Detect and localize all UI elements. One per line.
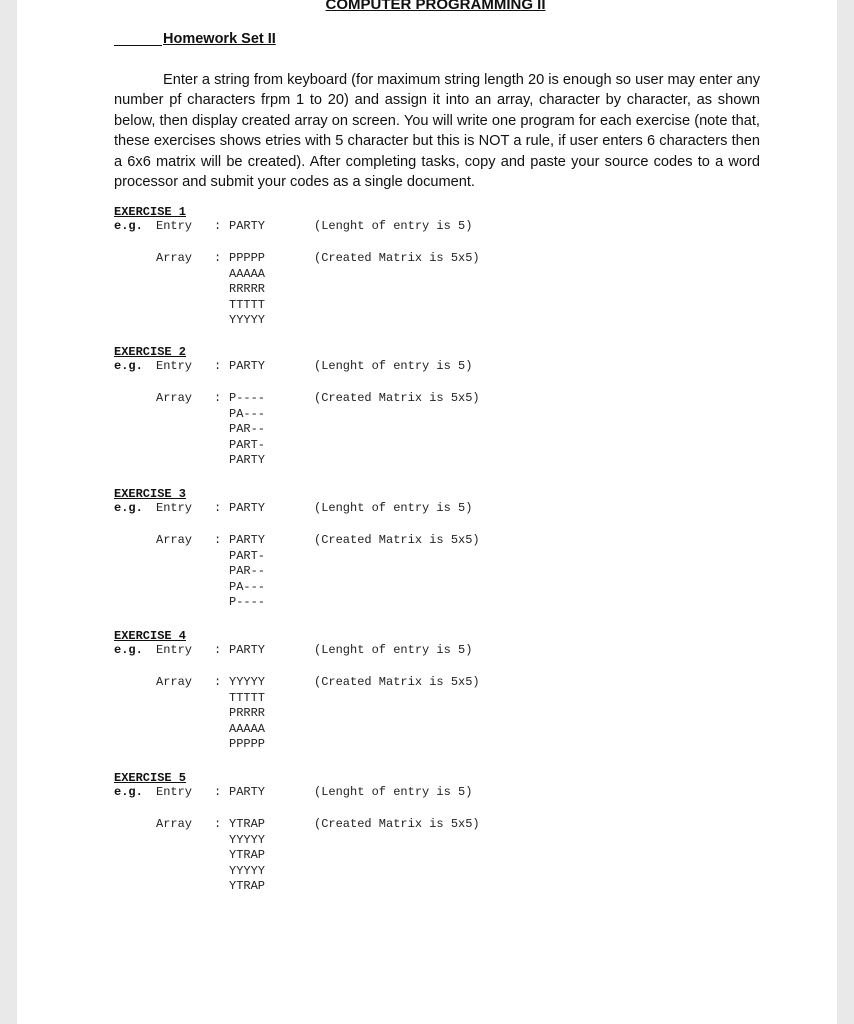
entry-length-note: (Lenght of entry is 5): [314, 643, 473, 657]
entry-label: Entry: [156, 643, 193, 657]
matrix-row: PA---: [229, 406, 266, 421]
homework-title: Homework Set II: [163, 31, 276, 47]
array-matrix: [229, 391, 265, 469]
matrix-row: PAR--: [229, 564, 266, 579]
matrix-row: TTTTT: [229, 690, 266, 705]
entry-length-note: (Lenght of entry is 5): [314, 785, 473, 799]
array-label: Array: [156, 675, 193, 689]
exercise-title: EXERCISE 2: [114, 345, 187, 359]
array-matrix: [229, 533, 265, 611]
exercise-block: [114, 205, 534, 335]
entry-label: Entry: [156, 785, 193, 799]
array-label: Array: [156, 391, 193, 405]
entry-length-note: (Lenght of entry is 5): [314, 501, 473, 515]
exercise-title: EXERCISE 4: [114, 629, 187, 643]
entry-colon: :: [214, 785, 222, 799]
exercise-block: [114, 345, 534, 475]
matrix-size-note: (Created Matrix is 5x5): [314, 817, 480, 831]
matrix-row: P----: [229, 391, 266, 405]
matrix-row: YYYYY: [229, 832, 266, 847]
array-colon: :: [214, 391, 222, 405]
matrix-row: PART-: [229, 437, 266, 452]
matrix-row: P----: [229, 595, 266, 610]
entry-value: PARTY: [229, 219, 266, 233]
example-label: e.g.: [114, 219, 143, 233]
matrix-row: RRRRR: [229, 282, 266, 297]
entry-colon: :: [214, 501, 222, 515]
matrix-row: YYYYY: [229, 675, 266, 689]
matrix-row: PAR--: [229, 422, 266, 437]
matrix-row: TTTTT: [229, 297, 266, 312]
matrix-row: YYYYY: [229, 313, 266, 328]
exercise-block: [114, 771, 534, 901]
array-label: Array: [156, 251, 193, 265]
entry-value: PARTY: [229, 785, 266, 799]
instructions-paragraph: Enter a string from keyboard (for maximum string length 20 is enough so user may enter any number pf characters frpm 1 to 20) and assign it into an array, character by character, as shown below, then display created array on screen. You will write one program for each exercise (note that, these exercises shows etries with 5 character but this is NOT a rule, if user enters 6 characters then a 6x6 matrix will be created). After completing tasks, copy and paste your source codes to a word processor and submit your codes as a single document.: [114, 72, 760, 191]
title-rule: [114, 45, 162, 46]
matrix-row: PPPPP: [229, 251, 266, 265]
matrix-size-note: (Created Matrix is 5x5): [314, 251, 480, 265]
matrix-row: PART-: [229, 548, 266, 563]
matrix-size-note: (Created Matrix is 5x5): [314, 533, 480, 547]
entry-value: PARTY: [229, 501, 266, 515]
array-label: Array: [156, 817, 193, 831]
matrix-row: AAAAA: [229, 266, 266, 281]
array-colon: :: [214, 675, 222, 689]
example-label: e.g.: [114, 785, 143, 799]
matrix-row: YYYYY: [229, 863, 266, 878]
array-matrix: [229, 251, 265, 329]
array-label: Array: [156, 533, 193, 547]
example-label: e.g.: [114, 501, 143, 515]
entry-length-note: (Lenght of entry is 5): [314, 219, 473, 233]
matrix-size-note: (Created Matrix is 5x5): [314, 675, 480, 689]
exercise-title: EXERCISE 5: [114, 771, 187, 785]
example-label: e.g.: [114, 643, 143, 657]
array-matrix: [229, 675, 265, 753]
entry-length-note: (Lenght of entry is 5): [314, 359, 473, 373]
document-title: COMPUTER PROGRAMMING II: [325, 0, 546, 13]
matrix-row: AAAAA: [229, 721, 266, 736]
matrix-row: PA---: [229, 579, 266, 594]
array-colon: :: [214, 251, 222, 265]
matrix-row: PRRRR: [229, 706, 266, 721]
matrix-row: YTRAP: [229, 879, 266, 894]
matrix-row: YTRAP: [229, 848, 266, 863]
entry-label: Entry: [156, 219, 193, 233]
example-label: e.g.: [114, 359, 143, 373]
array-colon: :: [214, 817, 222, 831]
exercise-block: [114, 629, 534, 759]
entry-colon: :: [214, 643, 222, 657]
matrix-row: PARTY: [229, 453, 266, 468]
entry-colon: :: [214, 219, 222, 233]
exercise-block: [114, 487, 534, 617]
entry-colon: :: [214, 359, 222, 373]
entry-value: PARTY: [229, 643, 266, 657]
array-matrix: [229, 817, 265, 895]
exercise-title: EXERCISE 3: [114, 487, 187, 501]
entry-label: Entry: [156, 359, 193, 373]
exercise-title: EXERCISE 1: [114, 205, 187, 219]
matrix-row: PPPPP: [229, 737, 266, 752]
matrix-row: YTRAP: [229, 817, 266, 831]
array-colon: :: [214, 533, 222, 547]
entry-value: PARTY: [229, 359, 266, 373]
matrix-row: PARTY: [229, 533, 266, 547]
entry-label: Entry: [156, 501, 193, 515]
matrix-size-note: (Created Matrix is 5x5): [314, 391, 480, 405]
